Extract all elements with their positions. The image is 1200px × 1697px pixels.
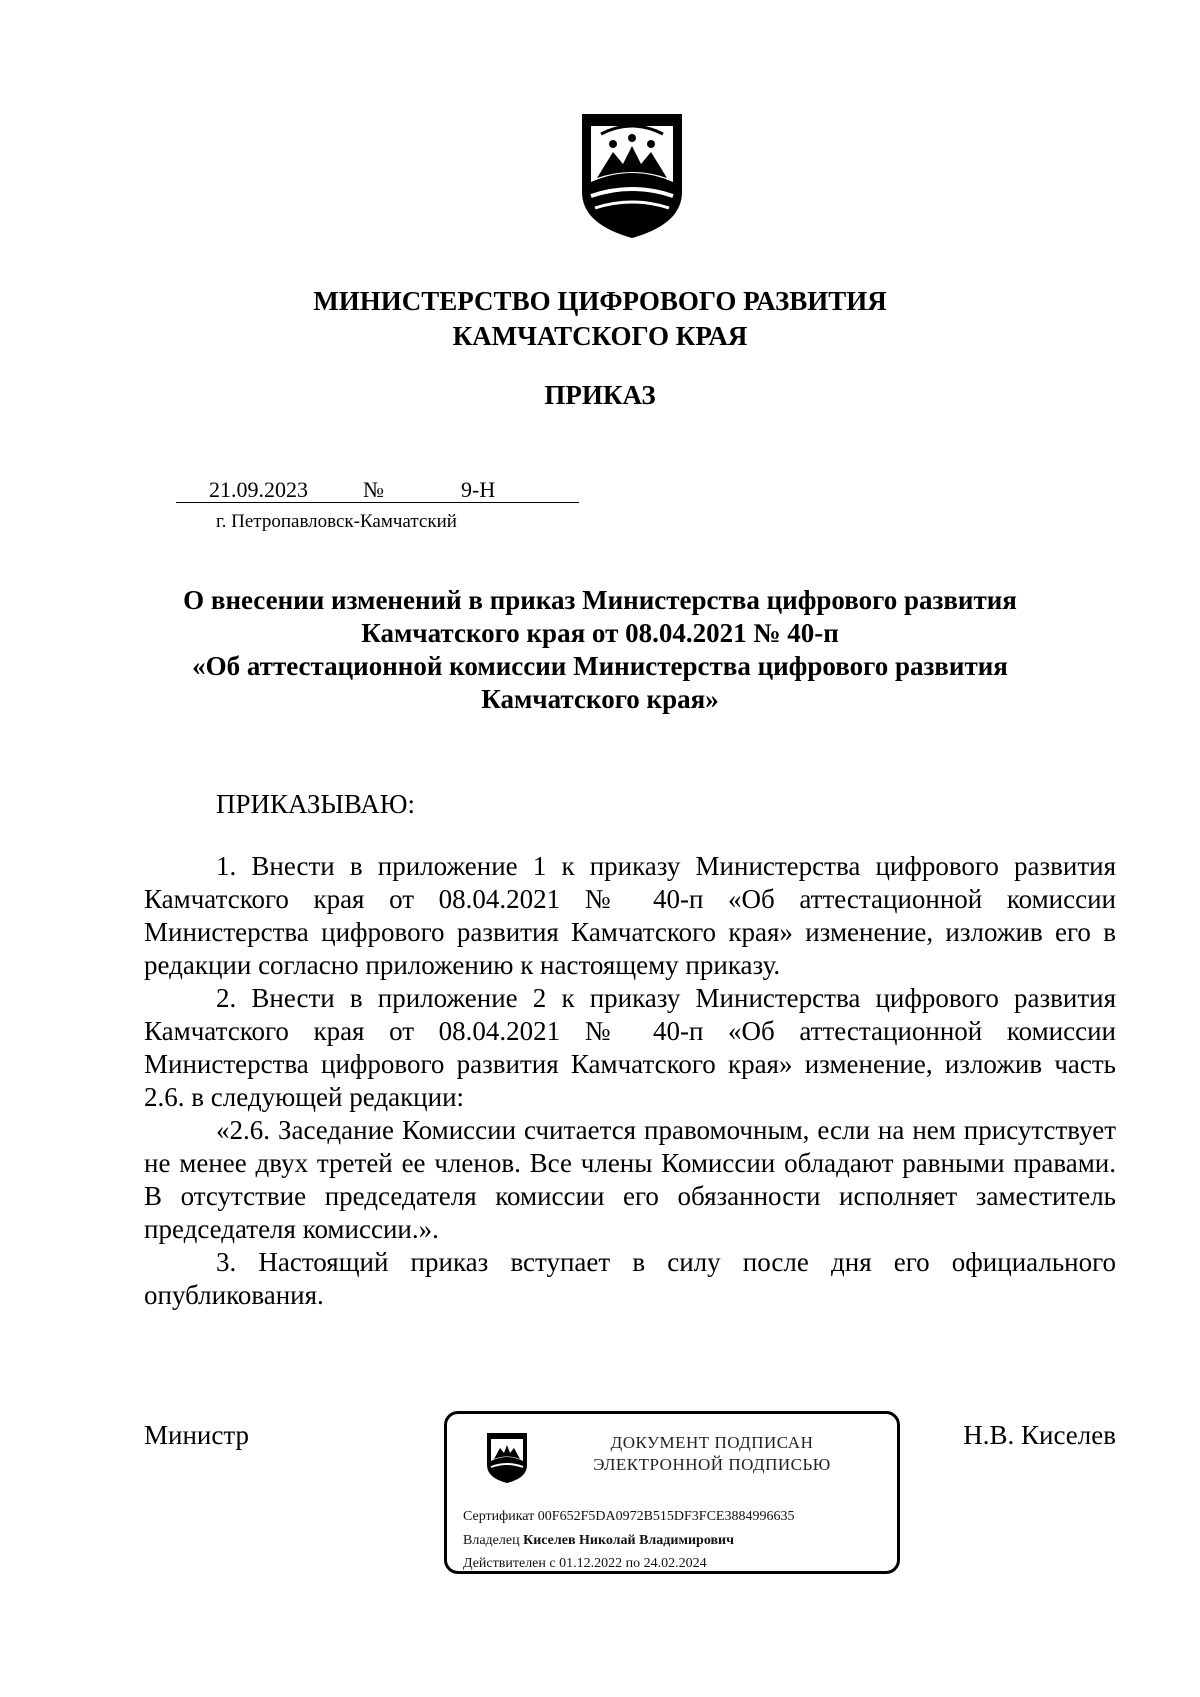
document-number: 9-Н [461,477,496,502]
body-paragraph: 2. Внести в приложение 2 к приказу Министерства цифрового развития Камчатского края от 08.04.2021 № 40-п «Об аттестационной комиссии Министерства цифрового развития Камчатского края» изменение, изложив часть 2.6. в следующей редакции: [144,983,1116,1112]
stamp-owner [463,1532,734,1550]
number-sign: № [363,477,384,502]
valid-to-label: по [625,1556,641,1571]
stamp-header [562,1432,862,1476]
stamp-validity [463,1555,707,1573]
document-city: г. Петропавловск-Камчатский [216,511,457,532]
document-body [144,850,1116,1312]
coat-of-arms-icon [579,112,685,240]
certificate-label: Сертификат [463,1509,535,1524]
document-type: ПРИКАЗ [544,380,656,410]
body-paragraph: «2.6. Заседание Комиссии считается правомочным, если на нем присутствует не менее двух третей ее членов. Все члены Комиссии обладают равными правами. В отсутствие председателя комиссии его обязанности исполняет заместитель председателя комиссии.». [144,1115,1116,1244]
stamp-certificate [463,1508,794,1526]
document-date: 21.09.2023 [209,477,308,502]
valid-to-value: 24.02.2024 [643,1556,707,1571]
electronic-signature-stamp [444,1411,900,1574]
ministry-name-line2: КАМЧАТСКОГО КРАЯ [452,321,748,351]
stamp-header-line2: ЭЛЕКТРОННОЙ ПОДПИСЬЮ [593,1455,831,1474]
subject-line: Камчатского края» [481,684,719,714]
signer-name: Н.В. Киселев [963,1420,1116,1450]
valid-from-label: Действителен с [463,1556,556,1571]
order-word: ПРИКАЗЫВАЮ: [216,789,415,819]
date-number-underline [176,502,579,503]
stamp-header-line1: ДОКУМЕНТ ПОДПИСАН [610,1433,814,1452]
subject-line: О внесении изменений в приказ Министерства цифрового развития [183,585,1017,615]
stamp-coat-of-arms-icon [485,1431,529,1485]
signer-position: Министр [144,1420,249,1450]
document-subject [0,584,1200,716]
certificate-value: 00F652F5DA0972B515DF3FCE3884996635 [537,1509,795,1524]
body-paragraph: 1. Внести в приложение 1 к приказу Министерства цифрового развития Камчатского края от 08.04.2021 № 40-п «Об аттестационной комиссии Министерства цифрового развития Камчатского края» изменение, изложив его в редакции согласно приложению к настоящему приказу. [144,851,1116,980]
valid-from-value: 01.12.2022 [559,1556,623,1571]
owner-value: Киселев Николай Владимирович [523,1533,735,1548]
owner-label: Владелец [463,1533,520,1548]
subject-line: «Об аттестационной комиссии Министерства цифрового развития [192,651,1008,681]
body-paragraph: 3. Настоящий приказ вступает в силу после дня его официального опубликования. [144,1247,1116,1310]
ministry-name-line1: МИНИСТЕРСТВО ЦИФРОВОГО РАЗВИТИЯ [313,286,887,316]
subject-line: Камчатского края от 08.04.2021 № 40-п [361,618,839,648]
